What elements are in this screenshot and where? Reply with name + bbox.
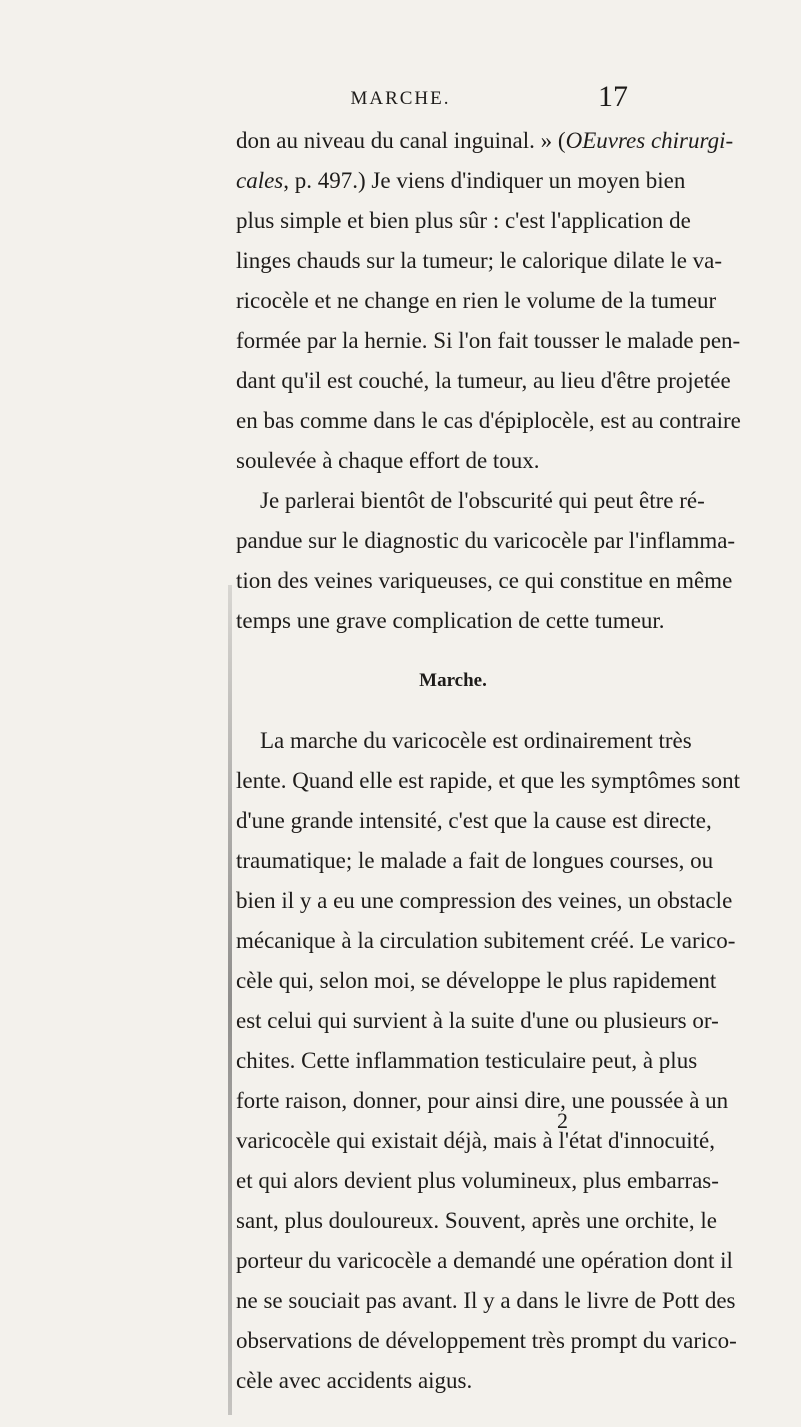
text-line: et qui alors devient plus volumineux, plus embarras-	[236, 1168, 719, 1193]
text-line: formée par la hernie. Si l'on fait tousser le malade pen-	[236, 328, 741, 353]
paragraph-1	[236, 121, 741, 481]
text-line: mécanique à la circulation subitement créé. Le varico-	[236, 928, 736, 953]
text-line: temps une grave complication de cette tumeur.	[236, 608, 665, 633]
running-head	[0, 78, 801, 118]
text-line: lente. Quand elle est rapide, et que les symptômes sont	[236, 768, 740, 793]
text-line: est celui qui survient à la suite d'une ou plusieurs or-	[236, 1008, 719, 1033]
text-line: linges chauds sur la tumeur; le calorique dilate le va-	[236, 248, 723, 273]
text-line: soulevée à chaque effort de toux.	[236, 448, 540, 473]
text-line: bien il y a eu une compression des veines, un obstacle	[236, 888, 733, 913]
text-line: La marche du varicocèle est ordinairement très	[260, 728, 692, 753]
text-line: traumatique; le malade a fait de longues courses, ou	[236, 848, 714, 873]
paragraph-3	[236, 721, 740, 1401]
text-line: don au niveau du canal inguinal. » (OEuvres chirurgi-	[236, 128, 734, 153]
signature-mark: 2	[557, 1108, 568, 1133]
body-text	[236, 121, 741, 1401]
text-line: en bas comme dans le cas d'épiplocèle, est au contraire	[236, 408, 741, 433]
text-line: pandue sur le diagnostic du varicocèle par l'inflamma-	[236, 528, 736, 553]
section-heading: Marche.	[419, 670, 487, 691]
text-line: chites. Cette inflammation testiculaire peut, à plus	[236, 1048, 698, 1073]
italic-reference: OEuvres chirurgi-	[565, 128, 734, 153]
text-line: Je parlerai bientôt de l'obscurité qui peut être ré-	[260, 488, 705, 513]
page-number: 17	[598, 80, 628, 113]
text-line: tion des veines variqueuses, ce qui constitue en même	[236, 568, 733, 593]
binding-edge-shadow	[228, 585, 232, 1415]
text-line: d'une grande intensité, c'est que la cause est directe,	[236, 808, 712, 833]
text-line: cèle avec accidents aigus.	[236, 1368, 473, 1393]
text-line: cales, p. 497.) Je viens d'indiquer un moyen bien	[236, 168, 686, 193]
text-line: porteur du varicocèle a demandé une opération dont il	[236, 1248, 733, 1273]
text-line: ricocèle et ne change en rien le volume de la tumeur	[236, 288, 717, 313]
text-line: varicocèle qui existait déjà, mais à l'état d'innocuité,	[236, 1128, 715, 1153]
italic-reference: cales	[236, 168, 284, 193]
text-line: cèle qui, selon moi, se développe le plus rapidement	[236, 968, 717, 993]
text-line: plus simple et bien plus sûr : c'est l'application de	[236, 208, 691, 233]
running-title: MARCHE.	[350, 88, 451, 109]
text-line: sant, plus douloureux. Souvent, après une orchite, le	[236, 1208, 717, 1233]
text-line: forte raison, donner, pour ainsi dire, une poussée à un	[236, 1088, 729, 1113]
text-line: ne se souciait pas avant. Il y a dans le livre de Pott des	[236, 1288, 736, 1313]
paragraph-2	[236, 481, 736, 641]
text-line: dant qu'il est couché, la tumeur, au lieu d'être projetée	[236, 368, 731, 393]
text-line: observations de développement très prompt du varico-	[236, 1328, 737, 1353]
